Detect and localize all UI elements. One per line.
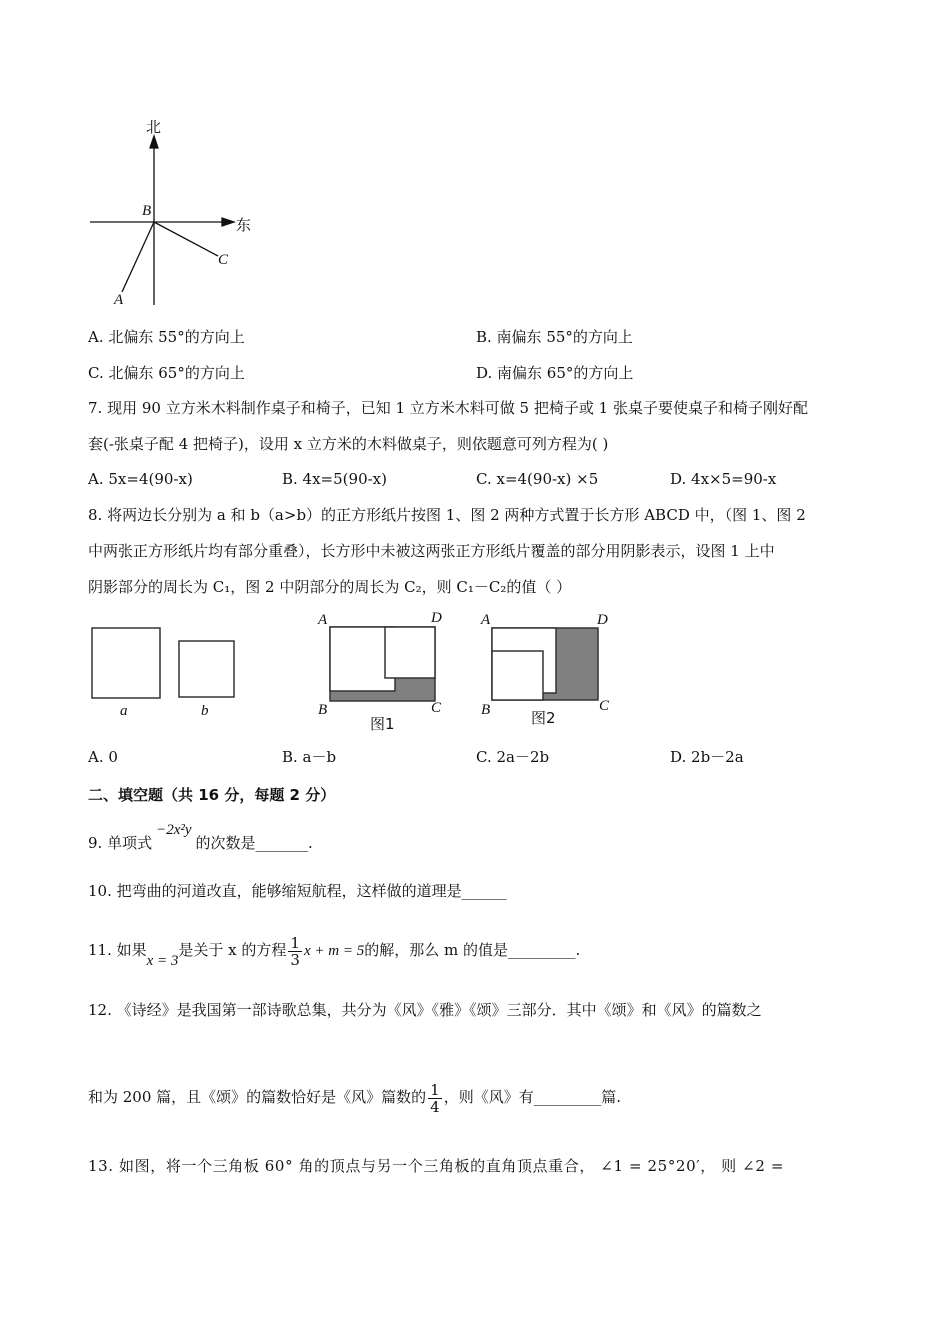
q6-option-a: A. 北偏东 55°的方向上 — [88, 328, 245, 346]
q7-line2: 套(-张桌子配 4 把椅子)，设用 x 立方米的木料做桌子，则依题意可列方程为( ) — [88, 435, 609, 453]
label-side-a: a — [120, 703, 128, 719]
label-east: 东 — [236, 216, 252, 234]
q6-option-d: D. 南偏东 65°的方向上 — [476, 364, 634, 382]
q7-option-d: D. 4x×5=90-x — [670, 470, 777, 488]
fig1-caption: 图1 — [370, 715, 395, 733]
q11-x3: x = 3 — [146, 953, 179, 969]
label-c: C — [218, 252, 229, 268]
q8-option-c: C. 2a－2b — [476, 748, 550, 766]
numerator: 1 — [430, 1080, 440, 1099]
q11-fraction — [288, 935, 302, 968]
q13: 13. 如图，将一个三角板 60° 角的顶点与另一个三角板的直角顶点重合， ∠1 = 25°20′， 则 ∠2 = — [88, 1157, 784, 1175]
q6-option-c: C. 北偏东 65°的方向上 — [88, 364, 245, 382]
q12-line1: 12. 《诗经》是我国第一部诗歌总集，共分为《风》《雅》《颂》三部分．其中《颂》和《风》的篇数之 — [88, 1001, 762, 1019]
q11-mid: 是关于 x 的方程 — [178, 941, 287, 959]
q8-line1: 8. 将两边长分别为 a 和 b（a>b）的正方形纸片按图 1、图 2 两种方式置于长方形 ABCD 中，（图 1、图 2 — [88, 506, 806, 524]
q7-option-c: C. x=4(90-x) ×5 — [476, 470, 599, 488]
denominator: 3 — [290, 950, 300, 969]
fig2-caption: 图2 — [531, 709, 556, 727]
fig1-label-b: B — [318, 702, 328, 718]
q7-line1: 7. 现用 90 立方米木料制作桌子和椅子，已知 1 立方米木料可做 5 把椅子或 1 张桌子要使桌子和椅子刚好配 — [88, 399, 808, 417]
denominator: 4 — [430, 1097, 440, 1116]
q11 — [88, 930, 580, 971]
q10: 10. 把弯曲的河道改直，能够缩短航程，这样做的道理是______ — [88, 882, 507, 900]
q11-pre: 11. 如果 — [88, 941, 147, 959]
q12-line2 — [88, 1077, 621, 1117]
label-b: B — [142, 203, 152, 219]
q12-post: ，则《风》有_________篇. — [443, 1088, 621, 1106]
q11-equation: x + m = 5 — [303, 943, 365, 959]
q8-line3: 阴影部分的周长为 C₁，图 2 中阴部分的周长为 C₂，则 C₁－C₂的值（ ） — [88, 578, 572, 596]
q8-option-a: A. 0 — [88, 748, 118, 766]
q9-post: 的次数是_______. — [195, 834, 313, 852]
fig1-label-a: A — [318, 612, 328, 628]
q12-pre: 和为 200 篇，且《颂》的篇数恰好是《风》篇数的 — [88, 1088, 427, 1106]
q8-option-d: D. 2b－2a — [670, 748, 744, 766]
fig2 — [492, 628, 598, 700]
q11-post: 的解，那么 m 的值是_________. — [364, 941, 581, 959]
q6-option-b: B. 南偏东 55°的方向上 — [476, 328, 633, 346]
fig1 — [330, 627, 435, 701]
q7-option-b: B. 4x=5(90-x) — [282, 470, 387, 488]
numerator: 1 — [290, 933, 300, 952]
q9 — [88, 822, 313, 853]
q9-pre: 9. 单项式 — [88, 834, 153, 852]
q8-line2: 中两张正方形纸片均有部分重叠），长方形中未被这两张正方形纸片覆盖的部分用阴影表示，设图 1 上中 — [88, 542, 775, 560]
fig2-label-a: A — [481, 612, 491, 628]
fig1-label-d: D — [431, 610, 442, 626]
squares-figure — [92, 628, 234, 698]
section-heading: 二、填空题（共 16 分，每题 2 分） — [88, 786, 336, 804]
label-north: 北 — [146, 118, 162, 136]
fig1-label-c: C — [431, 700, 442, 716]
label-side-b: b — [201, 703, 209, 719]
q9-expression: −2x²y — [156, 822, 192, 838]
label-a: A — [114, 292, 124, 308]
fig2-label-c: C — [599, 698, 610, 714]
q7-option-a: A. 5x=4(90-x) — [88, 470, 193, 488]
q8-option-b: B. a－b — [282, 748, 337, 766]
q12-fraction — [428, 1082, 442, 1115]
fig2-label-d: D — [597, 612, 608, 628]
compass-figure — [90, 136, 234, 305]
fig2-label-b: B — [481, 702, 491, 718]
